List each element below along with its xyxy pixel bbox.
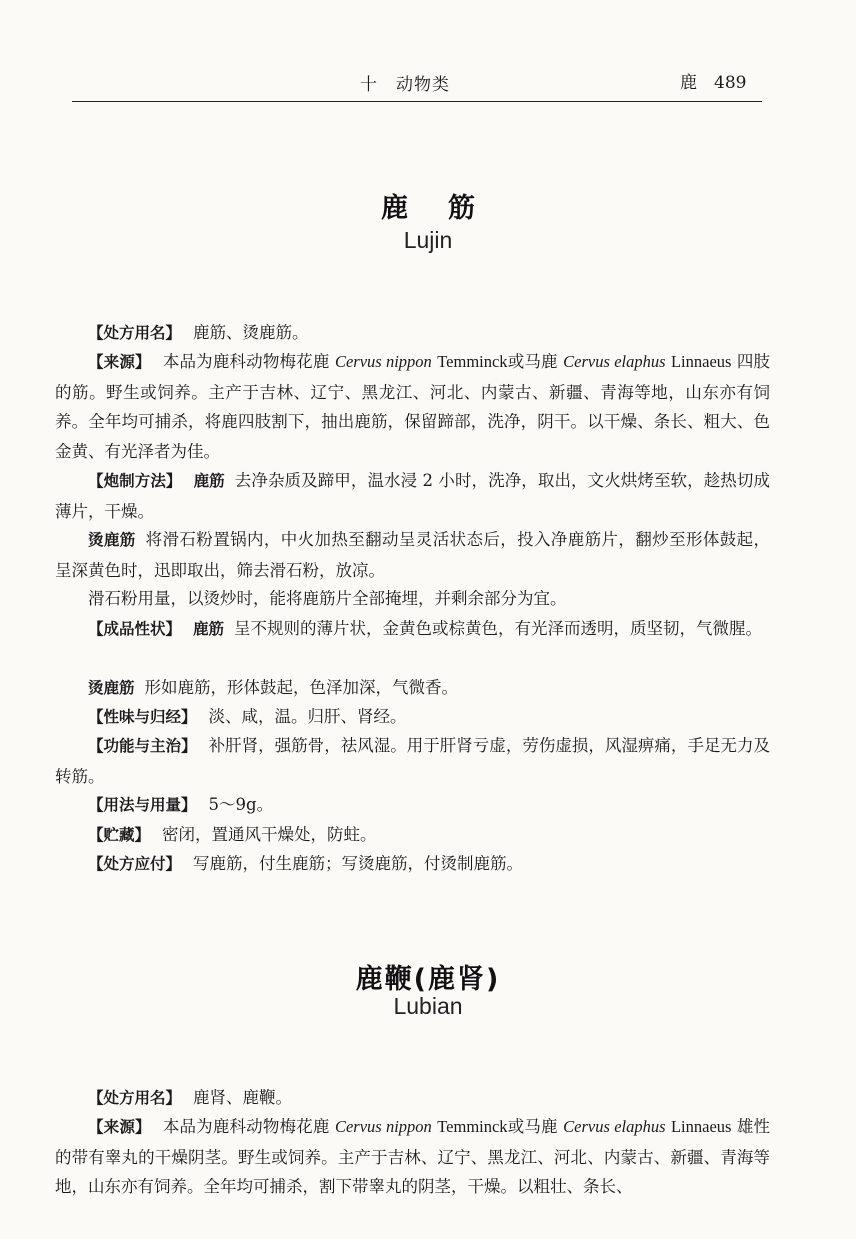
- section-label: 【贮藏】: [88, 826, 151, 844]
- page-header: [0, 0, 856, 108]
- author-name: Linnaeus: [670, 352, 732, 371]
- section-label: 【处方应付】: [88, 855, 182, 873]
- section-label: 【来源】: [88, 353, 151, 371]
- section-processing-note: [55, 584, 770, 614]
- subsection-label: 烫鹿筋: [88, 679, 135, 697]
- section-nature-meridian: [55, 702, 770, 733]
- section-label: 【处方用名】: [88, 324, 182, 342]
- subsection-label: 烫鹿筋: [88, 531, 136, 549]
- section-text: 本品为鹿科动物梅花鹿: [162, 1117, 330, 1136]
- section-text: 四肢的筋。野生或饲养。主产于吉林、辽宁、黑龙江、河北、内蒙古、新疆、青海等地，山东亦有饲养。全年均可捕杀，将鹿四肢割下，抽出鹿筋，保留蹄部，洗净，阴干。以干燥、条长、粗大、色金黄、有光泽者为佳。: [55, 352, 771, 461]
- section-prescription-names: [55, 1083, 770, 1114]
- section-source: [55, 347, 770, 466]
- section-text: 鹿肾、鹿鞭。: [193, 1088, 293, 1107]
- chapter-title: 十 动物类: [360, 75, 450, 95]
- section-text: 将滑石粉置锅内，中火加热至翻动呈灵活状态后，投入净鹿筋片，翻炒至形体鼓起，呈深黄色时，迅即取出，筛去滑石粉，放凉。: [55, 530, 770, 580]
- entry-title: 鹿鞭(鹿肾): [355, 964, 501, 995]
- section-text: 雄性的带有睾丸的干燥阴茎。野生或饲养。主产于吉林、辽宁、黑龙江、河北、内蒙古、新疆、青海等地，山东亦有饲养。全年均可捕杀，割下带睾丸的阴茎，干燥。以粗壮、条长、: [55, 1117, 771, 1196]
- section-text: 去净杂质及蹄甲，温水浸 2 小时，洗净，取出，文火烘烤至软，趁热切成薄片，干燥。: [55, 471, 770, 521]
- author-name: Temminck: [437, 352, 508, 371]
- section-storage: [55, 820, 770, 851]
- section-text: 鹿筋、烫鹿筋。: [193, 323, 309, 342]
- section-text: 形如鹿筋，形体鼓起，色泽加深，气微香。: [144, 678, 459, 697]
- subsection-label: 鹿筋: [193, 472, 225, 490]
- section-processing-tangluj: [55, 525, 770, 585]
- section-label: 【成品性状】: [88, 620, 182, 638]
- header-rule: [72, 101, 762, 102]
- section-text: 本品为鹿科动物梅花鹿: [162, 352, 330, 371]
- section-text: 或马鹿: [507, 352, 558, 371]
- section-text: 补肝肾，强筋骨，祛风湿。用于肝肾亏虚，劳伤虚损，风湿痹痛，手足无力及转筋。: [55, 736, 770, 786]
- section-label: 【炮制方法】: [88, 472, 182, 490]
- latin-name: Cervus nippon: [334, 352, 432, 371]
- section-text: 写鹿筋，付生鹿筋；写烫鹿筋，付烫制鹿筋。: [193, 854, 524, 873]
- latin-name: Cervus elaphus: [563, 1117, 666, 1136]
- author-name: Linnaeus: [670, 1117, 732, 1136]
- section-prescription-names: [55, 318, 770, 349]
- section-source: [55, 1112, 770, 1202]
- section-dispensing: [55, 849, 770, 880]
- section-processing: [55, 466, 770, 526]
- author-name: Temminck: [437, 1117, 508, 1136]
- section-product-traits: [55, 614, 770, 645]
- running-title-page-number: 鹿 489: [680, 73, 747, 93]
- entry-pinyin: Lubian: [393, 993, 463, 1019]
- section-label: 【用法与用量】: [88, 796, 197, 814]
- latin-name: Cervus nippon: [334, 1117, 432, 1136]
- subsection-label: 鹿筋: [193, 620, 225, 638]
- section-label: 【处方用名】: [88, 1089, 182, 1107]
- section-usage-dosage: [55, 790, 770, 821]
- section-text: 淡、咸，温。归肝、肾经。: [208, 707, 407, 726]
- section-text: 或马鹿: [507, 1117, 558, 1136]
- latin-name: Cervus elaphus: [563, 352, 666, 371]
- section-text: 滑石粉用量，以烫炒时，能将鹿筋片全部掩埋，并剩余部分为宜。: [88, 589, 567, 608]
- section-label: 【性味与归经】: [88, 708, 197, 726]
- section-text: 呈不规则的薄片状，金黄色或棕黄色，有光泽而透明，质坚韧，气微腥。: [234, 619, 763, 638]
- entry-pinyin: Lujin: [403, 227, 453, 253]
- section-label: 【功能与主治】: [88, 737, 197, 755]
- section-label: 【来源】: [88, 1118, 151, 1136]
- section-text: 5～9g。: [208, 795, 274, 814]
- section-function-indication: [55, 731, 770, 791]
- entry-title: 鹿筋: [381, 193, 515, 224]
- section-product-traits-tangluj: [55, 673, 770, 704]
- section-text: 密闭，置通风干燥处，防蛀。: [162, 825, 377, 844]
